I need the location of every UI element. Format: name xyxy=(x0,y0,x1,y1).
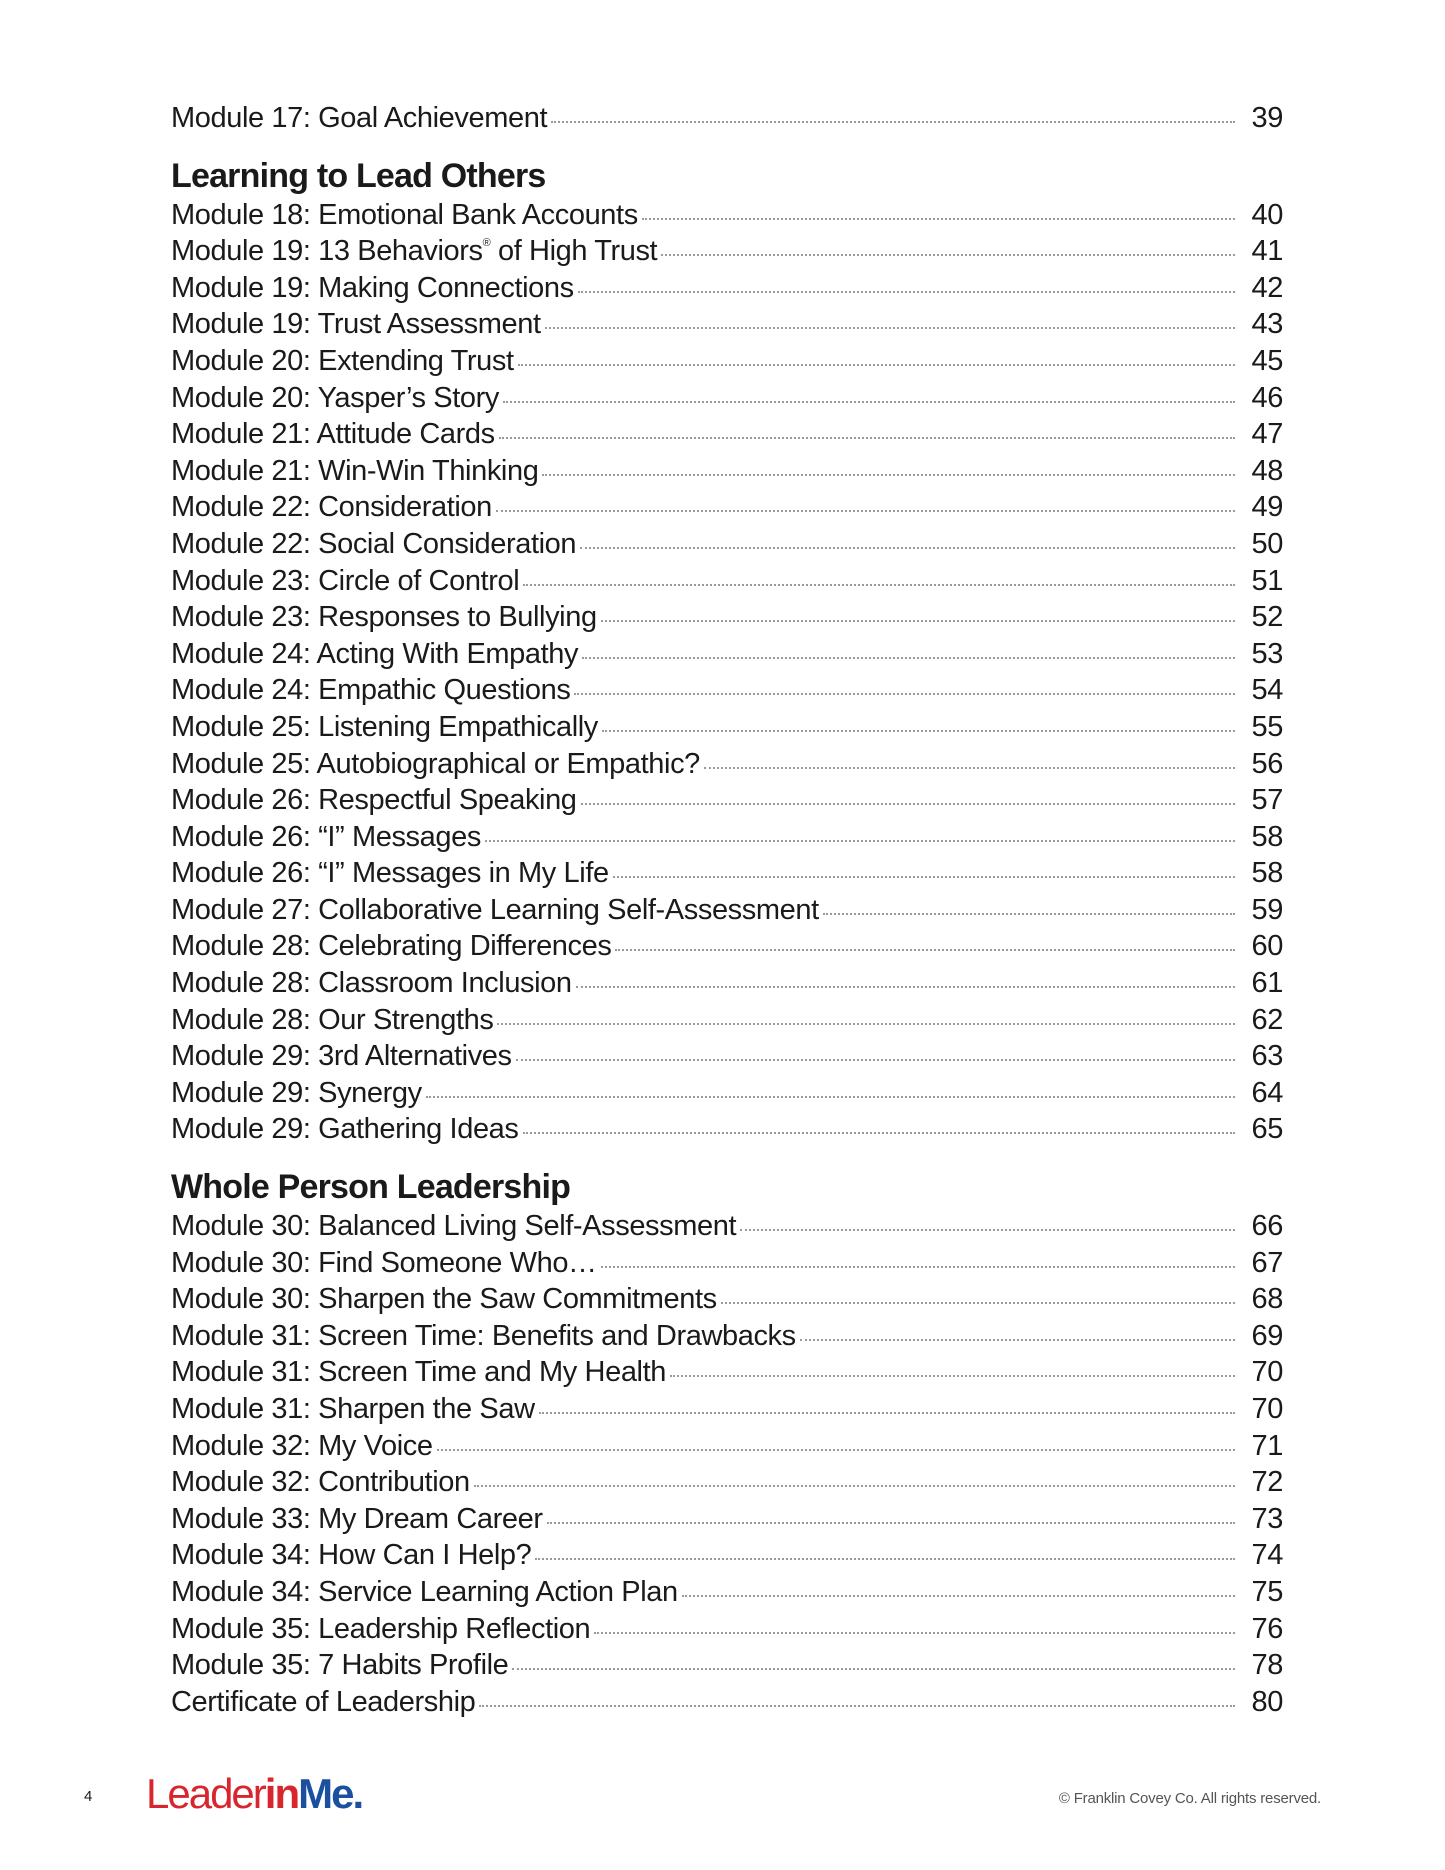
dot-leader xyxy=(613,876,1235,878)
dot-leader xyxy=(601,620,1235,622)
dot-leader xyxy=(551,121,1235,123)
toc-entry-label xyxy=(171,638,578,671)
toc-entry-page-number: 74 xyxy=(1251,1539,1283,1572)
toc-entry-label xyxy=(171,674,570,707)
dot-leader xyxy=(523,584,1235,586)
copyright-notice: © Franklin Covey Co. All rights reserved. xyxy=(1058,1790,1321,1807)
toc-entry-page-number: 53 xyxy=(1251,637,1283,670)
toc-entry[interactable] xyxy=(171,528,1283,565)
toc-entry[interactable] xyxy=(171,1393,1283,1430)
dot-leader xyxy=(474,1485,1235,1487)
toc-entry[interactable] xyxy=(171,601,1283,638)
toc-entry[interactable] xyxy=(171,382,1283,419)
toc-entry-page-number: 52 xyxy=(1251,601,1283,634)
toc-entry[interactable] xyxy=(171,1077,1283,1114)
dot-leader xyxy=(576,986,1235,988)
toc-entry-page-number: 59 xyxy=(1251,893,1283,926)
toc-entry-page-number: 76 xyxy=(1251,1612,1283,1645)
toc-entry-label xyxy=(171,1393,535,1426)
toc-entry-page-number: 66 xyxy=(1251,1210,1283,1243)
dot-leader xyxy=(642,218,1235,220)
toc-entry-page-number: 58 xyxy=(1251,857,1283,890)
dot-leader xyxy=(512,1668,1235,1670)
toc-entry-label xyxy=(171,1247,597,1280)
dot-leader xyxy=(740,1229,1235,1231)
toc-entry-page-number: 61 xyxy=(1251,967,1283,1000)
toc-entry-label xyxy=(171,1113,519,1146)
toc-entry-page-number: 48 xyxy=(1251,454,1283,487)
dot-leader xyxy=(539,1412,1235,1414)
toc-entry-label-text: Module 29: Gathering Ideas xyxy=(171,1113,519,1146)
toc-entry-label-text: Module 28: Classroom Inclusion xyxy=(171,967,572,1000)
toc-entry[interactable] xyxy=(171,1210,1283,1247)
logo-word-me: Me xyxy=(298,1770,353,1817)
dot-leader xyxy=(602,730,1235,732)
toc-entry-page-number: 62 xyxy=(1251,1003,1283,1036)
toc-entry-label-text: Module 32: Contribution xyxy=(171,1466,470,1499)
toc-entry[interactable] xyxy=(171,1113,1283,1150)
toc-entry-label xyxy=(171,418,495,451)
toc-entry-label xyxy=(171,1539,531,1572)
toc-entry-label xyxy=(171,565,519,598)
toc-entry-label-text: of High Trust xyxy=(490,235,658,268)
dot-leader xyxy=(574,693,1235,695)
toc-entry-label-text: Module 35: 7 Habits Profile xyxy=(171,1649,509,1682)
toc-entry-label-text: Module 30: Find Someone Who… xyxy=(171,1246,597,1279)
registered-mark: ® xyxy=(482,237,491,250)
toc-entry-label-text: Module 32: My Voice xyxy=(171,1429,433,1462)
toc-entry[interactable] xyxy=(171,674,1283,711)
toc-entry-label xyxy=(171,1283,717,1316)
toc-entry-label-text: Module 21: Attitude Cards xyxy=(171,418,495,451)
toc-entry-page-number: 70 xyxy=(1251,1356,1283,1389)
toc-entry-label xyxy=(171,102,547,135)
dot-leader xyxy=(547,1522,1235,1524)
toc-entry-page-number: 63 xyxy=(1251,1040,1283,1073)
leader-in-me-logo xyxy=(146,1770,362,1818)
toc-entry[interactable] xyxy=(171,1040,1283,1077)
dot-leader xyxy=(704,767,1235,769)
table-of-contents xyxy=(171,102,1283,1722)
dot-leader xyxy=(497,1023,1235,1025)
toc-entry-label-text: Module 35: Leadership Reflection xyxy=(171,1612,591,1645)
dot-leader xyxy=(661,254,1235,256)
dot-leader xyxy=(581,803,1235,805)
dot-leader xyxy=(523,1132,1236,1134)
toc-entry-page-number: 70 xyxy=(1251,1393,1283,1425)
toc-entry[interactable] xyxy=(171,1283,1283,1320)
toc-entry-label xyxy=(171,528,576,561)
toc-entry-page-number: 39 xyxy=(1251,102,1283,134)
toc-entry[interactable] xyxy=(171,638,1283,675)
toc-entry-page-number: 58 xyxy=(1251,820,1283,853)
logo-word-in: in xyxy=(264,1770,299,1817)
toc-entry-page-number: 46 xyxy=(1251,381,1283,414)
toc-entry-label-text: Certificate of Leadership xyxy=(171,1685,476,1718)
toc-entry[interactable] xyxy=(171,235,1283,272)
toc-entry-label-text: Module 26: “I” Messages in My Life xyxy=(171,857,609,890)
dot-leader xyxy=(503,401,1235,403)
toc-entry[interactable] xyxy=(171,930,1283,967)
dot-leader xyxy=(437,1449,1235,1451)
dot-leader xyxy=(518,364,1235,366)
dot-leader xyxy=(516,1059,1235,1061)
toc-entry-label xyxy=(171,272,574,305)
toc-entry-label xyxy=(171,308,541,341)
toc-entry-label xyxy=(171,491,492,524)
toc-entry[interactable] xyxy=(171,1430,1283,1467)
toc-entry[interactable] xyxy=(171,102,1283,139)
toc-entry-label xyxy=(171,857,609,890)
toc-entry[interactable] xyxy=(171,272,1283,309)
toc-entry-label xyxy=(171,1686,475,1719)
toc-entry-label-text: Module 24: Empathic Questions xyxy=(171,674,571,707)
toc-entry-label xyxy=(171,1077,422,1110)
toc-entry-page-number: 75 xyxy=(1251,1575,1283,1608)
dot-leader xyxy=(578,291,1235,293)
toc-entry-page-number: 67 xyxy=(1251,1246,1283,1279)
toc-entry-label xyxy=(171,930,611,963)
toc-entry-label xyxy=(171,1430,433,1463)
toc-entry[interactable] xyxy=(171,1686,1283,1723)
toc-entry-page-number: 45 xyxy=(1251,344,1283,377)
dot-leader xyxy=(615,949,1235,951)
page-number: 4 xyxy=(84,1788,93,1805)
toc-entry-label-text: Module 34: Service Learning Action Plan xyxy=(171,1575,678,1608)
dot-leader xyxy=(823,913,1235,915)
toc-entry-label xyxy=(171,1320,796,1353)
toc-entry-label xyxy=(171,1613,590,1646)
toc-entry-label xyxy=(171,601,597,634)
toc-entry-label xyxy=(171,382,499,415)
toc-entry-label-text: Module 27: Collaborative Learning Self-Assessment xyxy=(171,893,819,926)
toc-entry-page-number: 64 xyxy=(1251,1076,1283,1109)
toc-entry-label-text: Module 25: Listening Empathically xyxy=(171,710,598,743)
toc-entry[interactable] xyxy=(171,455,1283,492)
toc-entry-label xyxy=(171,1004,493,1037)
toc-entry-page-number: 51 xyxy=(1251,564,1283,597)
section-heading: Whole Person Leadership xyxy=(171,1168,571,1207)
toc-entry-page-number: 78 xyxy=(1251,1649,1283,1682)
toc-entry-label xyxy=(171,821,481,854)
toc-entry-page-number: 40 xyxy=(1251,198,1283,231)
toc-entry-page-number: 43 xyxy=(1251,308,1283,341)
toc-entry-label xyxy=(171,1356,666,1389)
section-heading: Learning to Lead Others xyxy=(171,156,546,195)
toc-entry-page-number: 69 xyxy=(1251,1319,1283,1352)
toc-entry-page-number: 73 xyxy=(1251,1502,1283,1535)
toc-entry-label-text: Module 23: Circle of Control xyxy=(171,564,520,597)
dot-leader xyxy=(594,1632,1235,1634)
dot-leader xyxy=(535,1558,1235,1560)
toc-entry-label-text: Module 29: 3rd Alternatives xyxy=(171,1040,512,1073)
toc-entry[interactable] xyxy=(171,967,1283,1004)
dot-leader xyxy=(499,437,1235,439)
toc-entry-label xyxy=(171,199,638,232)
toc-entry-page-number: 41 xyxy=(1251,235,1283,268)
toc-entry-label xyxy=(171,1466,470,1499)
toc-entry[interactable] xyxy=(171,1004,1283,1041)
toc-entry-page-number: 72 xyxy=(1251,1466,1283,1499)
toc-entry[interactable] xyxy=(171,308,1283,345)
toc-entry[interactable] xyxy=(171,199,1283,236)
toc-entry-page-number: 68 xyxy=(1251,1283,1283,1316)
toc-entry[interactable] xyxy=(171,345,1283,382)
toc-entry-label-text: Module 23: Responses to Bullying xyxy=(171,601,597,634)
toc-entry-label-text: Module 34: How Can I Help? xyxy=(171,1539,532,1572)
toc-entry-page-number: 49 xyxy=(1251,491,1283,524)
dot-leader xyxy=(485,840,1235,842)
toc-entry-label xyxy=(171,1040,512,1073)
toc-entry-label-text: Module 31: Screen Time: Benefits and Drawbacks xyxy=(171,1319,796,1352)
toc-entry-label-text: Module 24: Acting With Empathy xyxy=(171,637,579,670)
toc-entry-page-number: 56 xyxy=(1251,747,1283,780)
toc-entry[interactable] xyxy=(171,418,1283,455)
toc-entry-label-text: Module 20: Extending Trust xyxy=(171,344,514,377)
toc-entry-label xyxy=(171,1503,543,1536)
dot-leader xyxy=(580,547,1235,549)
toc-entry-label xyxy=(171,235,657,268)
toc-entry[interactable] xyxy=(171,491,1283,528)
toc-entry-page-number: 42 xyxy=(1251,271,1283,304)
toc-entry-label-text: Module 20: Yasper’s Story xyxy=(171,381,499,414)
toc-entry-label-text: Module 29: Synergy xyxy=(171,1076,422,1109)
toc-entry-page-number: 65 xyxy=(1251,1113,1283,1146)
toc-entry-page-number: 47 xyxy=(1251,418,1283,451)
dot-leader xyxy=(426,1096,1235,1098)
toc-entry-label-text: Module 26: Respectful Speaking xyxy=(171,784,577,817)
dot-leader xyxy=(545,327,1235,329)
toc-entry-label-text: Module 18: Emotional Bank Accounts xyxy=(171,198,638,231)
toc-entry-label xyxy=(171,784,577,817)
toc-entry-label xyxy=(171,711,598,744)
dot-leader xyxy=(682,1595,1235,1597)
toc-entry-label-text: Module 25: Autobiographical or Empathic? xyxy=(171,747,700,780)
dot-leader xyxy=(601,1266,1235,1268)
toc-entry-label-text: Module 28: Our Strengths xyxy=(171,1003,494,1036)
toc-entry-page-number: 60 xyxy=(1251,930,1283,963)
logo-dot: . xyxy=(352,1770,363,1817)
toc-entry-label xyxy=(171,967,572,1000)
toc-entry-page-number: 71 xyxy=(1251,1429,1283,1462)
toc-entry[interactable] xyxy=(171,821,1283,858)
dot-leader xyxy=(670,1375,1235,1377)
toc-entry-label xyxy=(171,1210,736,1243)
toc-entry-label xyxy=(171,1649,508,1682)
toc-entry-page-number: 50 xyxy=(1251,527,1283,560)
toc-entry[interactable] xyxy=(171,1613,1283,1650)
toc-entry-label-text: Module 22: Social Consideration xyxy=(171,527,577,560)
toc-entry-label-text: Module 26: “I” Messages xyxy=(171,820,481,853)
toc-entry[interactable] xyxy=(171,1539,1283,1576)
toc-entry-label-text: Module 31: Screen Time and My Health xyxy=(171,1356,666,1389)
toc-entry-page-number: 55 xyxy=(1251,710,1283,743)
toc-entry[interactable] xyxy=(171,1466,1283,1503)
toc-entry-label-text: Module 31: Sharpen the Saw xyxy=(171,1393,535,1425)
toc-entry-label-text: Module 30: Sharpen the Saw Commitments xyxy=(171,1283,717,1316)
toc-entry-label xyxy=(171,894,819,927)
toc-entry-label xyxy=(171,455,538,488)
toc-entry-label xyxy=(171,1576,678,1609)
toc-entry[interactable] xyxy=(171,1356,1283,1393)
dot-leader xyxy=(479,1705,1235,1707)
toc-entry[interactable] xyxy=(171,857,1283,894)
logo-word-leader: Leader xyxy=(146,1770,265,1817)
toc-entry-label-text: Module 19: Trust Assessment xyxy=(171,308,541,341)
toc-entry-label-text: Module 21: Win-Win Thinking xyxy=(171,454,539,487)
toc-entry[interactable] xyxy=(171,894,1283,931)
toc-entry[interactable] xyxy=(171,784,1283,821)
toc-entry-page-number: 57 xyxy=(1251,784,1283,817)
dot-leader xyxy=(496,510,1235,512)
toc-entry-page-number: 80 xyxy=(1251,1685,1283,1718)
toc-entry-label-text: Module 28: Celebrating Differences xyxy=(171,930,612,963)
toc-entry[interactable] xyxy=(171,565,1283,602)
dot-leader xyxy=(582,657,1235,659)
toc-entry[interactable] xyxy=(171,1247,1283,1284)
toc-entry-page-number: 54 xyxy=(1251,674,1283,707)
toc-entry[interactable] xyxy=(171,1320,1283,1357)
toc-entry[interactable] xyxy=(171,1503,1283,1540)
toc-entry-label-text: Module 17: Goal Achievement xyxy=(171,102,548,134)
toc-entry-label-text: Module 33: My Dream Career xyxy=(171,1502,543,1535)
toc-entry-label-text: Module 22: Consideration xyxy=(171,491,492,524)
toc-entry[interactable] xyxy=(171,1649,1283,1686)
toc-entry-label xyxy=(171,345,514,378)
toc-entry[interactable] xyxy=(171,1576,1283,1613)
toc-entry-label xyxy=(171,748,700,781)
toc-entry[interactable] xyxy=(171,748,1283,785)
dot-leader xyxy=(542,474,1235,476)
dot-leader xyxy=(721,1302,1235,1304)
toc-entry[interactable] xyxy=(171,711,1283,748)
dot-leader xyxy=(800,1339,1235,1341)
toc-entry-label-text: Module 30: Balanced Living Self-Assessment xyxy=(171,1210,737,1243)
toc-entry-label-text: Module 19: 13 Behaviors xyxy=(171,235,483,268)
toc-entry-label-text: Module 19: Making Connections xyxy=(171,271,574,304)
